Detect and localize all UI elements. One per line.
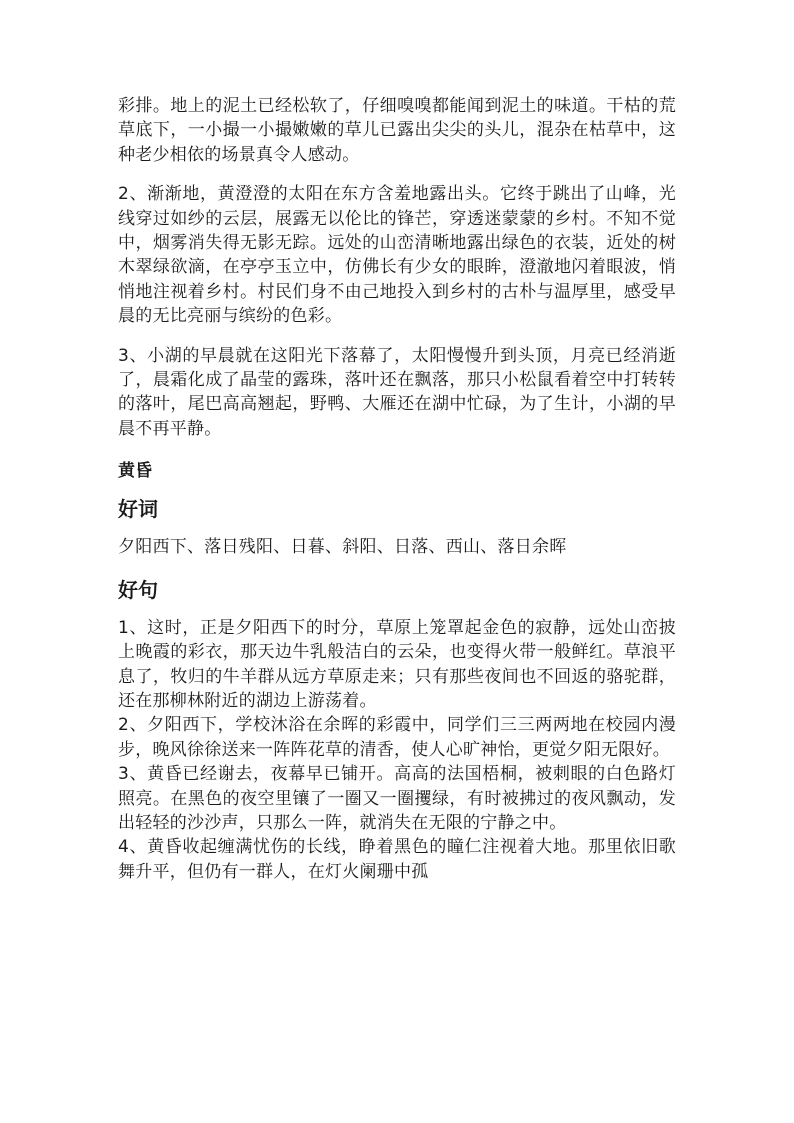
dusk-sentence-2: 2、夕阳西下，学校沐浴在余晖的彩霞中，同学们三三两两地在校园内漫步，晚风徐徐送来一阵阵花草的清香，使人心旷神怡，更觉夕阳无限好。: [118, 715, 676, 760]
morning-paragraph-continued: 彩排。地上的泥土已经松软了，仔细嗅嗅都能闻到泥土的味道。干枯的荒草底下，一小撮一小撮嫩嫩的草儿已露出尖尖的头儿，混杂在枯草中，这种老少相依的场景真令人感动。: [118, 96, 676, 165]
document-page: [118, 94, 676, 884]
morning-sentence-2: 2、渐渐地，黄澄澄的太阳在东方含羞地露出头。它终于跳出了山峰，光线穿过如纱的云层，展露无以伦比的锋芒，穿透迷蒙蒙的乡村。不知不觉中，烟雾消失得无影无踪。远处的山峦清晰地露出绿色的衣装，近处的树木翠绿欲滴，在亭亭玉立中，仿佛长有少女的眼眸，澄澈地闪着眼波，悄悄地注视着乡村。村民们身不由己地投入到乡村的古朴与温厚里，感受早晨的无比亮丽与缤纷的色彩。: [118, 184, 676, 327]
good-words-list: 夕阳西下、落日残阳、日暮、斜阳、日落、西山、落日余晖: [118, 537, 567, 558]
dusk-sentence-3: 3、黄昏已经谢去，夜幕早已铺开。高高的法国梧桐，被刺眼的白色路灯照亮。在黑色的夜空里镶了一圈又一圈攫绿，有时被拂过的夜风飘动，发出轻轻的沙沙声，只那么一阵，就消失在无限的宁静之中。: [118, 764, 676, 833]
morning-sentence-3: 3、小湖的早晨就在这阳光下落幕了，太阳慢慢升到头顶，月亮已经消逝了，晨霜化成了晶莹的露珠，落叶还在飘落，那只小松鼠看着空中打转转的落叶，尾巴高高翘起，野鸭、大雁还在湖中忙碌，为了生计，小湖的早晨不再平静。: [118, 345, 676, 439]
dusk-sentence-1: 1、这时，正是夕阳西下的时分，草原上笼罩起金色的寂静，远处山峦披上晚霞的彩衣，那天边牛乳般洁白的云朵，也变得火带一般鲜红。草浪平息了，牧归的牛羊群从远方草原走来；只有那些夜间也不回返的骆驼群，还在那柳林附近的湖边上游荡着。: [118, 617, 676, 711]
good-words-heading: 好词: [118, 497, 158, 522]
dusk-sentence-4: 4、黄昏收起缠满忧伤的长线，睁着黑色的瞳仁注视着大地。那里依旧歌舞升平，但仍有一群人，在灯火阑珊中孤: [118, 837, 676, 882]
good-sentences-heading: 好句: [118, 577, 158, 602]
dusk-section-title: 黄昏: [118, 461, 152, 482]
